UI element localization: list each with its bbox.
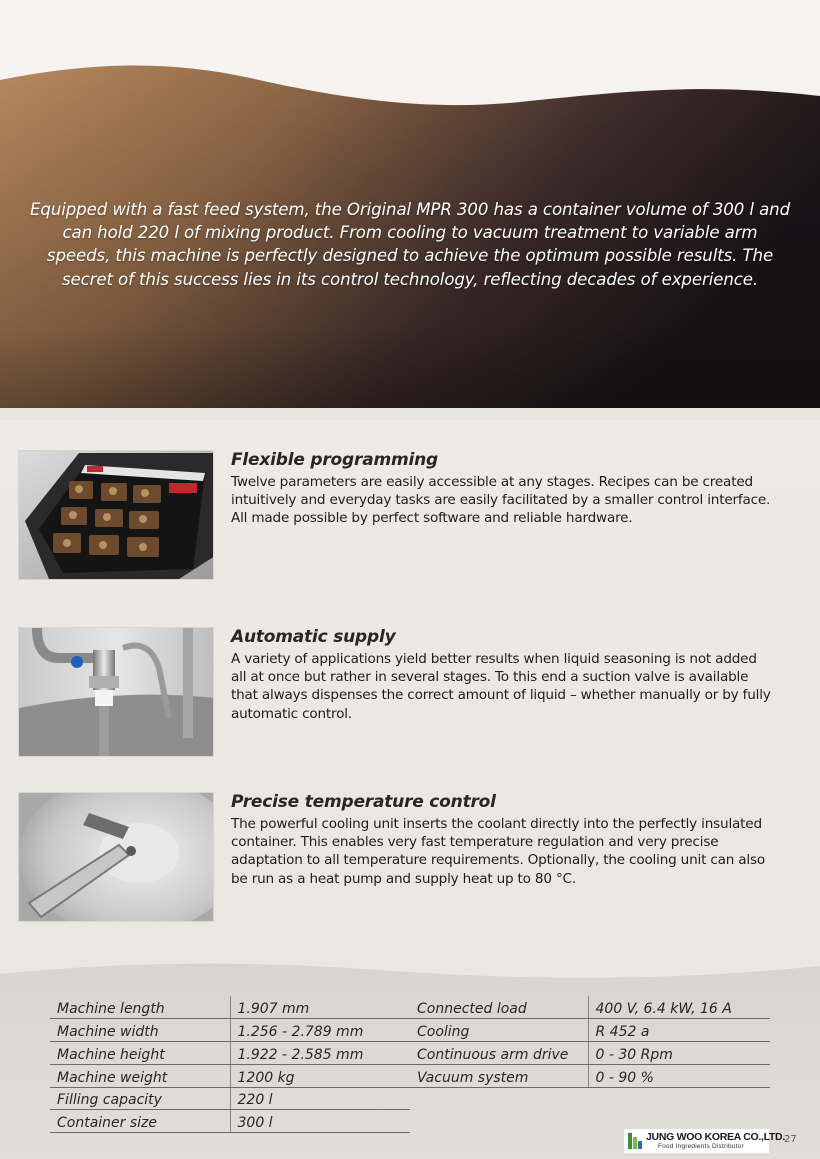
spec-value: 0 - 90 % [588,1064,770,1087]
spec-label: Machine length [50,996,230,1019]
spec-label: Filling capacity [50,1087,230,1110]
logo-company-name: JUNG WOO KOREA CO.,LTD. [646,1131,785,1143]
cooling-container-image [18,792,214,922]
spec-label: Continuous arm drive [410,1042,588,1065]
spec-label: Machine height [50,1042,230,1065]
spec-table-left [50,996,410,1133]
spec-table-right [410,996,770,1088]
company-logo [624,1129,785,1153]
hero-banner [0,0,820,420]
feature-text: Twelve parameters are easily accessible at any stages. Recipes can be created intuitively and everyday tasks are easily facilitated by a smaller control interface. All made possible by perfect software and reliable hardware. [231,474,771,527]
logo-leaf-icon [627,1131,643,1151]
spec-value: 1200 kg [230,1064,410,1087]
spec-value: 400 V, 6.4 kW, 16 A [588,996,770,1019]
spec-value: 220 l [230,1087,410,1110]
feature-text: A variety of applications yield better results when liquid seasoning is not added all at once but rather in several stages. To this end a suction valve is available that always dispenses the correct amount of liquid – whether manually or by fully automatic control. [231,651,771,722]
table-row [50,996,410,1019]
feature-title: Automatic supply [231,627,396,647]
table-row [50,1087,410,1110]
spec-label: Cooling [410,1019,588,1042]
table-row [410,996,770,1019]
spec-value: 1.256 - 2.789 mm [230,1019,410,1042]
feature-title: Precise temperature control [231,792,496,812]
spec-value: 1.922 - 2.585 mm [230,1042,410,1065]
spec-value: 0 - 30 Rpm [588,1042,770,1065]
control-panel-image [18,450,214,580]
spec-label: Vacuum system [410,1064,588,1087]
table-row [50,1110,410,1133]
spec-value: 1.907 mm [230,996,410,1019]
spec-label: Container size [50,1110,230,1133]
spec-label: Connected load [410,996,588,1019]
table-row [50,1019,410,1042]
table-row [410,1019,770,1042]
page-number: 27 [784,1134,797,1145]
table-row [50,1064,410,1087]
suction-valve-image [18,627,214,757]
feature-title: Flexible programming [231,450,438,470]
table-row [410,1042,770,1065]
spec-label: Machine width [50,1019,230,1042]
hero-description: Equipped with a fast feed system, the Original MPR 300 has a container volume of 300 l and can hold 220 l of mixing product. From cooling to vacuum treatment to variable arm speeds, this machine is perfectly designed to achieve the optimum possible results. The secret of this success lies in its control technology, reflecting decades of experience. [30,200,791,289]
spec-value: R 452 a [588,1019,770,1042]
table-row [410,1064,770,1087]
spec-label: Machine weight [50,1064,230,1087]
logo-tagline: Food Ingredients Distributor [658,1143,744,1150]
table-row [50,1042,410,1065]
feature-text: The powerful cooling unit inserts the coolant directly into the perfectly insulated container. This enables very fast temperature regulation and very precise adaptation to all temperature requirements. Optionally, the cooling unit can also be run as a heat pump and supply heat up to 80 °C. [231,816,765,887]
spec-value: 300 l [230,1110,410,1133]
